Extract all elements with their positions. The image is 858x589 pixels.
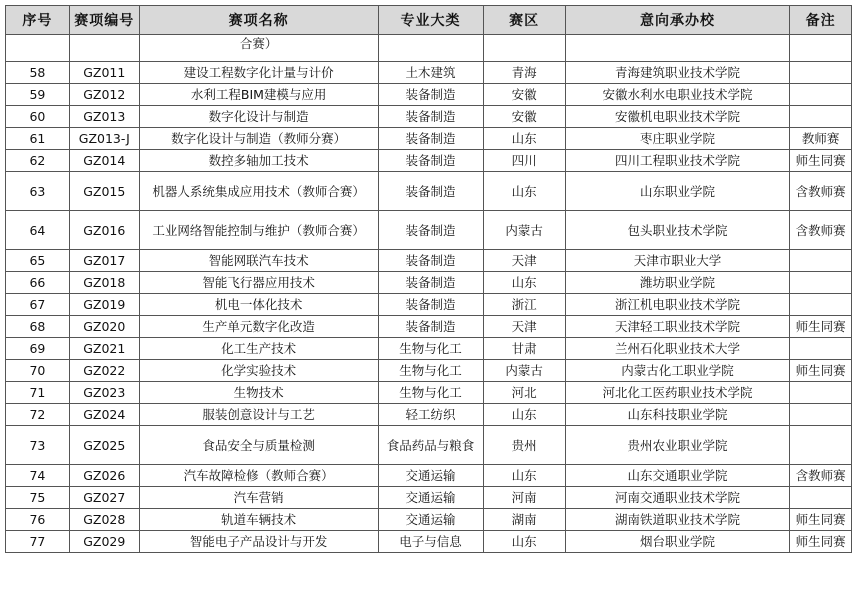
row-number: 67 [6,294,70,316]
host-school: 安徽机电职业技术学院 [565,106,789,128]
competition-zone: 安徽 [483,84,565,106]
event-code: GZ019 [69,294,139,316]
remark: 师生同赛 [790,150,852,172]
header-zone: 赛区 [483,6,565,35]
competition-zone: 内蒙古 [483,360,565,382]
event-name: 机电一体化技术 [139,294,378,316]
row-number: 65 [6,250,70,272]
row-number: 62 [6,150,70,172]
remark: 教师赛 [790,128,852,150]
competition-zone: 浙江 [483,294,565,316]
competition-table [5,5,852,553]
event-code: GZ022 [69,360,139,382]
event-code: GZ026 [69,465,139,487]
header-note: 备注 [790,6,852,35]
major-category: 土木建筑 [378,62,483,84]
remark [790,338,852,360]
host-school: 青海建筑职业技术学院 [565,62,789,84]
major-category: 装备制造 [378,294,483,316]
major-category: 装备制造 [378,272,483,294]
host-school: 内蒙古化工职业学院 [565,360,789,382]
continuation-row [6,35,852,62]
remark [790,84,852,106]
table-row [6,487,852,509]
event-code: GZ016 [69,211,139,250]
host-school: 河北化工医药职业技术学院 [565,382,789,404]
competition-zone: 四川 [483,150,565,172]
remark [790,294,852,316]
host-school: 烟台职业学院 [565,531,789,553]
event-code: GZ015 [69,172,139,211]
table-row [6,382,852,404]
row-number: 74 [6,465,70,487]
remark [790,250,852,272]
header-code: 赛项编号 [69,6,139,35]
table-cell [483,35,565,62]
table-row [6,84,852,106]
host-school: 潍坊职业学院 [565,272,789,294]
row-number: 76 [6,509,70,531]
event-name: 化学实验技术 [139,360,378,382]
event-name: 智能电子产品设计与开发 [139,531,378,553]
remark [790,382,852,404]
host-school: 包头职业技术学院 [565,211,789,250]
table-row [6,106,852,128]
major-category: 食品药品与粮食 [378,426,483,465]
row-number: 77 [6,531,70,553]
event-code: GZ029 [69,531,139,553]
event-name: 智能网联汽车技术 [139,250,378,272]
competition-zone: 贵州 [483,426,565,465]
major-category: 装备制造 [378,316,483,338]
table-row [6,316,852,338]
table-header-row [6,6,852,35]
competition-zone: 天津 [483,316,565,338]
event-name: 数控多轴加工技术 [139,150,378,172]
table-row [6,509,852,531]
table-cell [69,35,139,62]
event-name: 水利工程BIM建模与应用 [139,84,378,106]
event-code: GZ021 [69,338,139,360]
remark: 师生同赛 [790,360,852,382]
table-row [6,294,852,316]
competition-zone: 山东 [483,272,565,294]
table-row [6,211,852,250]
table-row [6,426,852,465]
event-code: GZ012 [69,84,139,106]
table-row [6,531,852,553]
event-name: 汽车营销 [139,487,378,509]
major-category: 装备制造 [378,250,483,272]
major-category: 交通运输 [378,509,483,531]
competition-zone: 山东 [483,404,565,426]
competition-zone: 山东 [483,465,565,487]
event-name: 工业网络智能控制与维护（教师合赛） [139,211,378,250]
table-cell [378,35,483,62]
event-name: 建设工程数字化计量与计价 [139,62,378,84]
remark: 含教师赛 [790,465,852,487]
table-row [6,172,852,211]
competition-zone: 山东 [483,531,565,553]
host-school: 兰州石化职业技术大学 [565,338,789,360]
remark [790,272,852,294]
host-school: 天津轻工职业技术学院 [565,316,789,338]
competition-zone: 安徽 [483,106,565,128]
competition-zone: 天津 [483,250,565,272]
host-school: 山东交通职业学院 [565,465,789,487]
event-code: GZ017 [69,250,139,272]
remark [790,487,852,509]
host-school: 枣庄职业学院 [565,128,789,150]
continuation-text: 合赛） [139,35,378,62]
competition-zone: 内蒙古 [483,211,565,250]
remark: 含教师赛 [790,172,852,211]
table-row [6,465,852,487]
event-name: 服装创意设计与工艺 [139,404,378,426]
remark [790,106,852,128]
host-school: 河南交通职业技术学院 [565,487,789,509]
competition-zone: 湖南 [483,509,565,531]
host-school: 贵州农业职业学院 [565,426,789,465]
host-school: 浙江机电职业技术学院 [565,294,789,316]
event-code: GZ023 [69,382,139,404]
table-row [6,404,852,426]
table-row [6,62,852,84]
event-code: GZ025 [69,426,139,465]
header-category: 专业大类 [378,6,483,35]
event-code: GZ011 [69,62,139,84]
header-no: 序号 [6,6,70,35]
event-name: 数字化设计与制造（教师分赛） [139,128,378,150]
row-number: 63 [6,172,70,211]
event-name: 轨道车辆技术 [139,509,378,531]
row-number: 61 [6,128,70,150]
event-code: GZ014 [69,150,139,172]
table-row [6,338,852,360]
event-name: 生物技术 [139,382,378,404]
row-number: 70 [6,360,70,382]
host-school: 安徽水利水电职业技术学院 [565,84,789,106]
event-code: GZ013-J [69,128,139,150]
remark: 含教师赛 [790,211,852,250]
row-number: 69 [6,338,70,360]
major-category: 电子与信息 [378,531,483,553]
competition-zone: 青海 [483,62,565,84]
table-cell [565,35,789,62]
major-category: 交通运输 [378,465,483,487]
competition-zone: 河南 [483,487,565,509]
row-number: 68 [6,316,70,338]
major-category: 生物与化工 [378,360,483,382]
event-code: GZ018 [69,272,139,294]
major-category: 装备制造 [378,128,483,150]
event-name: 机器人系统集成应用技术（教师合赛） [139,172,378,211]
row-number: 59 [6,84,70,106]
host-school: 山东职业学院 [565,172,789,211]
row-number: 58 [6,62,70,84]
host-school: 湖南铁道职业技术学院 [565,509,789,531]
event-name: 智能飞行器应用技术 [139,272,378,294]
competition-table-container [5,5,852,553]
event-name: 汽车故障检修（教师合赛） [139,465,378,487]
table-row [6,128,852,150]
major-category: 装备制造 [378,211,483,250]
event-name: 化工生产技术 [139,338,378,360]
table-row [6,250,852,272]
event-name: 食品安全与质量检测 [139,426,378,465]
remark [790,62,852,84]
event-name: 数字化设计与制造 [139,106,378,128]
competition-zone: 河北 [483,382,565,404]
row-number: 66 [6,272,70,294]
competition-zone: 甘肃 [483,338,565,360]
major-category: 轻工纺织 [378,404,483,426]
event-code: GZ013 [69,106,139,128]
row-number: 73 [6,426,70,465]
major-category: 交通运输 [378,487,483,509]
remark [790,426,852,465]
major-category: 装备制造 [378,150,483,172]
event-code: GZ020 [69,316,139,338]
major-category: 装备制造 [378,84,483,106]
host-school: 天津市职业大学 [565,250,789,272]
event-name: 生产单元数字化改造 [139,316,378,338]
major-category: 生物与化工 [378,382,483,404]
header-school: 意向承办校 [565,6,789,35]
table-cell [790,35,852,62]
row-number: 72 [6,404,70,426]
row-number: 64 [6,211,70,250]
event-code: GZ027 [69,487,139,509]
competition-zone: 山东 [483,128,565,150]
event-code: GZ028 [69,509,139,531]
remark: 师生同赛 [790,531,852,553]
remark [790,404,852,426]
major-category: 装备制造 [378,172,483,211]
row-number: 60 [6,106,70,128]
table-row [6,150,852,172]
competition-zone: 山东 [483,172,565,211]
table-body [6,35,852,553]
table-cell [6,35,70,62]
header-name: 赛项名称 [139,6,378,35]
remark: 师生同赛 [790,316,852,338]
host-school: 山东科技职业学院 [565,404,789,426]
table-row [6,360,852,382]
row-number: 75 [6,487,70,509]
remark: 师生同赛 [790,509,852,531]
event-code: GZ024 [69,404,139,426]
major-category: 生物与化工 [378,338,483,360]
host-school: 四川工程职业技术学院 [565,150,789,172]
row-number: 71 [6,382,70,404]
major-category: 装备制造 [378,106,483,128]
table-row [6,272,852,294]
